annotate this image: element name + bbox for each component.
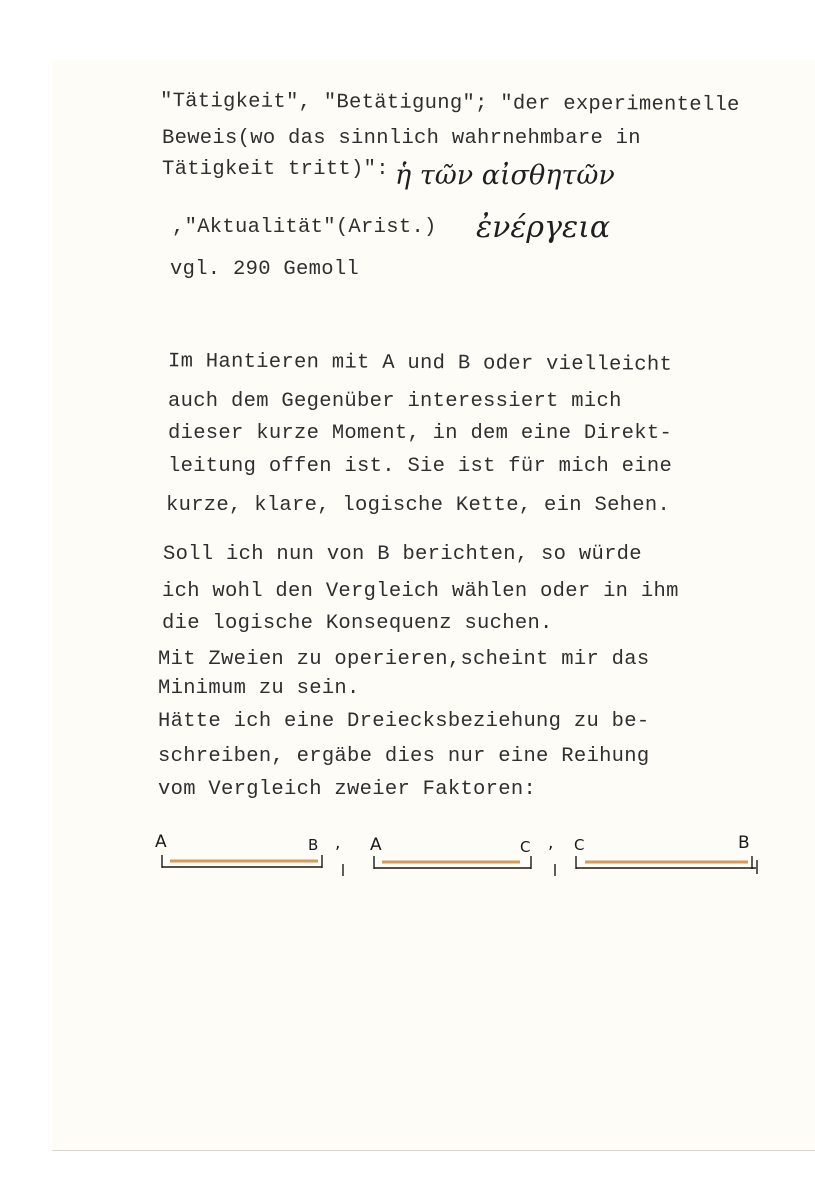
paragraph-2-line-6: Hätte ich eine Dreiecksbeziehung zu be- (158, 710, 650, 733)
greek-annotation-1: ἡ τῶν αἰσθητῶν (395, 160, 615, 191)
paragraph-1-line-5: kurze, klare, logische Kette, ein Sehen. (166, 494, 671, 517)
greek-annotation-2: ἐνέργεια (476, 210, 611, 245)
paragraph-2-line-2: ich wohl den Vergleich wählen oder in ihm (162, 580, 679, 603)
segment-2-end-label: C (520, 838, 531, 856)
paragraph-2-line-3: die logische Konsequenz suchen. (162, 612, 553, 635)
separator-2: , (548, 833, 554, 853)
note-line-2: Beweis(wo das sinnlich wahrnehmbare in (162, 127, 641, 150)
note-line-1: "Tätigkeit", "Betätigung"; "der experimentelle (159, 89, 740, 118)
note-line-4: ,"Aktualität"(Arist.) (172, 216, 437, 239)
paragraph-1-line-4: leitung offen ist. Sie ist für mich eine (168, 455, 673, 478)
paragraph-2-line-7: schreiben, ergäbe dies nur eine Reihung (158, 745, 650, 768)
note-line-5: vgl. 290 Gemoll (170, 258, 360, 281)
segment-3-end-label: B (738, 833, 750, 853)
paragraph-2-line-4: Mit Zweien zu operieren,scheint mir das (158, 648, 650, 671)
paragraph-1-line-2: auch dem Gegenüber interessiert mich (168, 390, 622, 413)
paragraph-2-line-5: Minimum zu sein. (158, 677, 360, 700)
paragraph-1-line-3: dieser kurze Moment, in dem eine Direkt- (168, 422, 673, 445)
paragraph-2-line-8: vom Vergleich zweier Faktoren: (158, 778, 537, 801)
segment-3-start-label: C (574, 836, 585, 854)
paragraph-2-line-1: Soll ich nun von B berichten, so würde (163, 543, 642, 566)
segment-1-start-label: A (155, 832, 167, 852)
segment-1-end-label: B (308, 836, 319, 854)
segment-2-start-label: A (370, 835, 382, 855)
note-line-3: Tätigkeit tritt)": (162, 158, 389, 181)
paragraph-1-line-1: Im Hantieren mit A und B oder vielleicht (167, 350, 673, 377)
separator-1: , (335, 833, 341, 853)
